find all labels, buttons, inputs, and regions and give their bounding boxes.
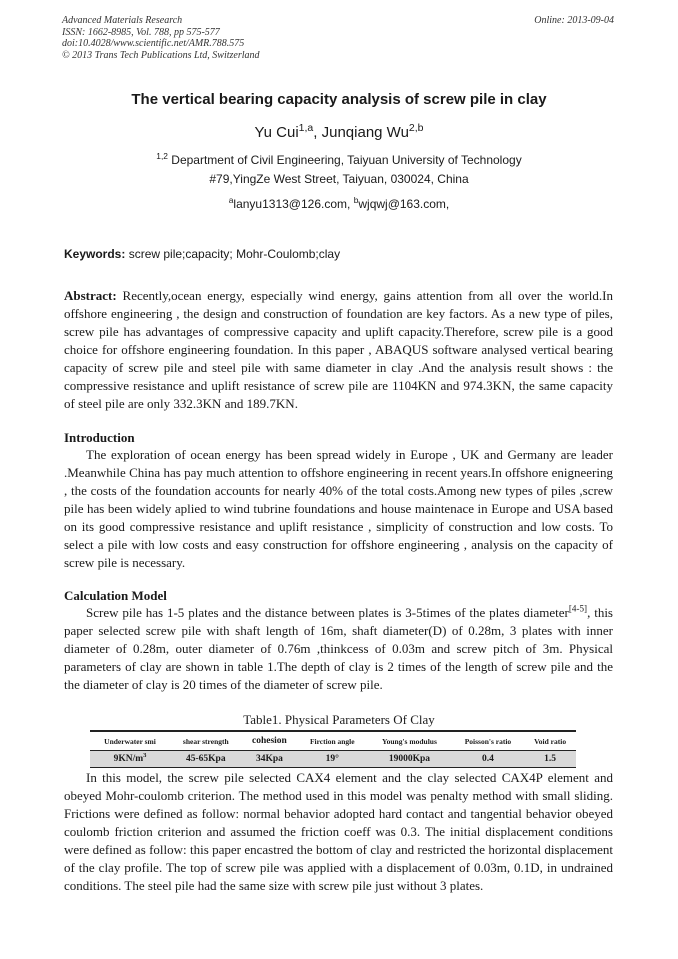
table-header-row bbox=[90, 731, 576, 751]
citation-ref: [4-5] bbox=[568, 603, 588, 614]
table-header-cell: Young's modulus bbox=[367, 731, 452, 751]
table-row bbox=[90, 751, 576, 768]
email-a: lanyu1313@126.com, bbox=[233, 197, 354, 211]
unit-weight-value: 9KN/m bbox=[113, 754, 144, 764]
author-1-affil: 1,a bbox=[298, 122, 314, 134]
abstract bbox=[64, 287, 613, 413]
affiliation-1-text: Department of Civil Engineering, Taiyuan University of Technology bbox=[167, 153, 522, 167]
introduction-text: The exploration of ocean energy has been spread widely in Europe , UK and Germany are leader .Meanwhile China has pay much attention to offshore engineering in recent years.In offshore enigneering , the costs of the foundation accounts for nearly 40% of the total costs.Among new types of piles ,screw pile has been widely aplied to wind tubrine foundations and house maintenace in Europe and USA based on its good compressive resistance and uplift resistance , simplicity of construction and low costs. To select a pile with low costs and easy construction for offshore engineering , analysis on the capacity of screw pile is necessary. bbox=[64, 447, 613, 570]
table-header-cell: cohesion bbox=[242, 731, 298, 751]
table-cell: 45-65Kpa bbox=[170, 751, 241, 768]
table-header-cell: Void ratio bbox=[524, 731, 576, 751]
doi-line: doi:10.4028/www.scientific.net/AMR.788.575 bbox=[62, 38, 245, 49]
keywords bbox=[64, 247, 340, 261]
author-line bbox=[0, 124, 678, 141]
journal-meta bbox=[62, 15, 260, 61]
abstract-text: Recently,ocean energy, especially wind energy, gains attention from all over the world.In offshore engineering , the design and construction of foundation are key factors. As a new type of piles, screw pile has advantages of compressive capacity and uplift capacity.Therefore, screw pile is a good choice for offshore engineering foundation. In this paper , ABAQUS software analysed vertical bearing capacity of screw pile and steel pile with same diameter in clay .And the analysis result shows : the compressive resistance and uplift resistance of screw pile are 1104KN and 974.3KN, the same capacity of steel pile are only 332.3KN and 189.7KN. bbox=[64, 288, 613, 411]
table-caption: Table1. Physical Parameters Of Clay bbox=[243, 712, 435, 727]
author-separator: , bbox=[313, 124, 322, 141]
calculation-text bbox=[64, 604, 613, 694]
journal-name: Advanced Materials Research bbox=[62, 15, 183, 26]
email-b-sup: b bbox=[353, 195, 359, 205]
calculation-text-a: Screw pile has 1-5 plates and the distance between plates is 3-5times of the plates diameter bbox=[86, 605, 569, 620]
table-header-cell: Poisson's ratio bbox=[452, 731, 524, 751]
table-header-cell: Firction angle bbox=[297, 731, 367, 751]
introduction-heading: Introduction bbox=[64, 430, 135, 445]
email-line bbox=[0, 197, 678, 211]
table-cell: 0.4 bbox=[452, 751, 524, 768]
keywords-label: Keywords: bbox=[64, 247, 126, 261]
author-1: Yu Cui bbox=[254, 124, 299, 141]
keywords-text: screw pile;capacity; Mohr-Coulomb;clay bbox=[125, 247, 341, 261]
paper-title: The vertical bearing capacity analysis of screw pile in clay bbox=[131, 91, 547, 108]
affiliation-1 bbox=[0, 153, 678, 167]
table-cell: 19° bbox=[297, 751, 367, 768]
copyright-line: © 2013 Trans Tech Publications Ltd, Switzerland bbox=[62, 49, 260, 61]
table-cell: 19000Kpa bbox=[367, 751, 452, 768]
table-header-cell: Underwater smi bbox=[90, 731, 170, 751]
physical-parameters-table bbox=[90, 730, 576, 768]
table-header-cell: shear strength bbox=[170, 731, 241, 751]
table-cell bbox=[90, 751, 170, 768]
calculation-heading: Calculation Model bbox=[64, 588, 167, 603]
author-2: Junqiang Wu bbox=[321, 124, 409, 141]
online-date: Online: 2013-09-04 bbox=[534, 15, 614, 26]
abstract-label: Abstract: bbox=[64, 288, 117, 303]
unit-exponent: 3 bbox=[143, 751, 147, 759]
issn-line: ISSN: 1662-8985, Vol. 788, pp 575-577 bbox=[62, 26, 220, 38]
table-cell: 34Kpa bbox=[242, 751, 298, 768]
email-a-sup: a bbox=[228, 195, 234, 205]
email-b: wjqwj@163.com, bbox=[358, 197, 450, 211]
table-cell: 1.5 bbox=[524, 751, 576, 768]
affiliation-2: #79,YingZe West Street, Taiyuan, 030024, China bbox=[209, 172, 469, 186]
author-2-affil: 2,b bbox=[408, 122, 424, 134]
calculation-text-b: , this paper selected screw pile with shaft length of 16m, shaft diameter(D) of 0.28m, 3 plates with inner diameter of 0.28m, outer diameter of 0.76m ,thinkcess of 0.03m and screw pitch of 3m. Physical parameters of clay are shown in table 1.The depth of clay is 2 times of the length of screw pile and the the diameter of clay is 20 times of the diameter of screw pile. bbox=[64, 605, 613, 692]
affiliation-sup: 1,2 bbox=[156, 151, 168, 161]
model-text: In this model, the screw pile selected CAX4 element and the clay selected CAX4P element and obeyed Mohr-coulomb criterion. The method used in this model was penalty method with small sliding. Frictions were defined as follow: normal behavior adopted hard contact and tangential behavior obeyed coulomb friction criterion and assumed the friction coeff was 0.3. The initial displacement conditions were defined as follow: this paper encastred the bottom of clay and restricted the horizontal displacement of the clay profile. The top of screw pile was applied with a displacement of 0.03m, 0.1D, in undrained conditions. The steel pile had the same size with screw pile just without 3 plates. bbox=[64, 770, 613, 893]
